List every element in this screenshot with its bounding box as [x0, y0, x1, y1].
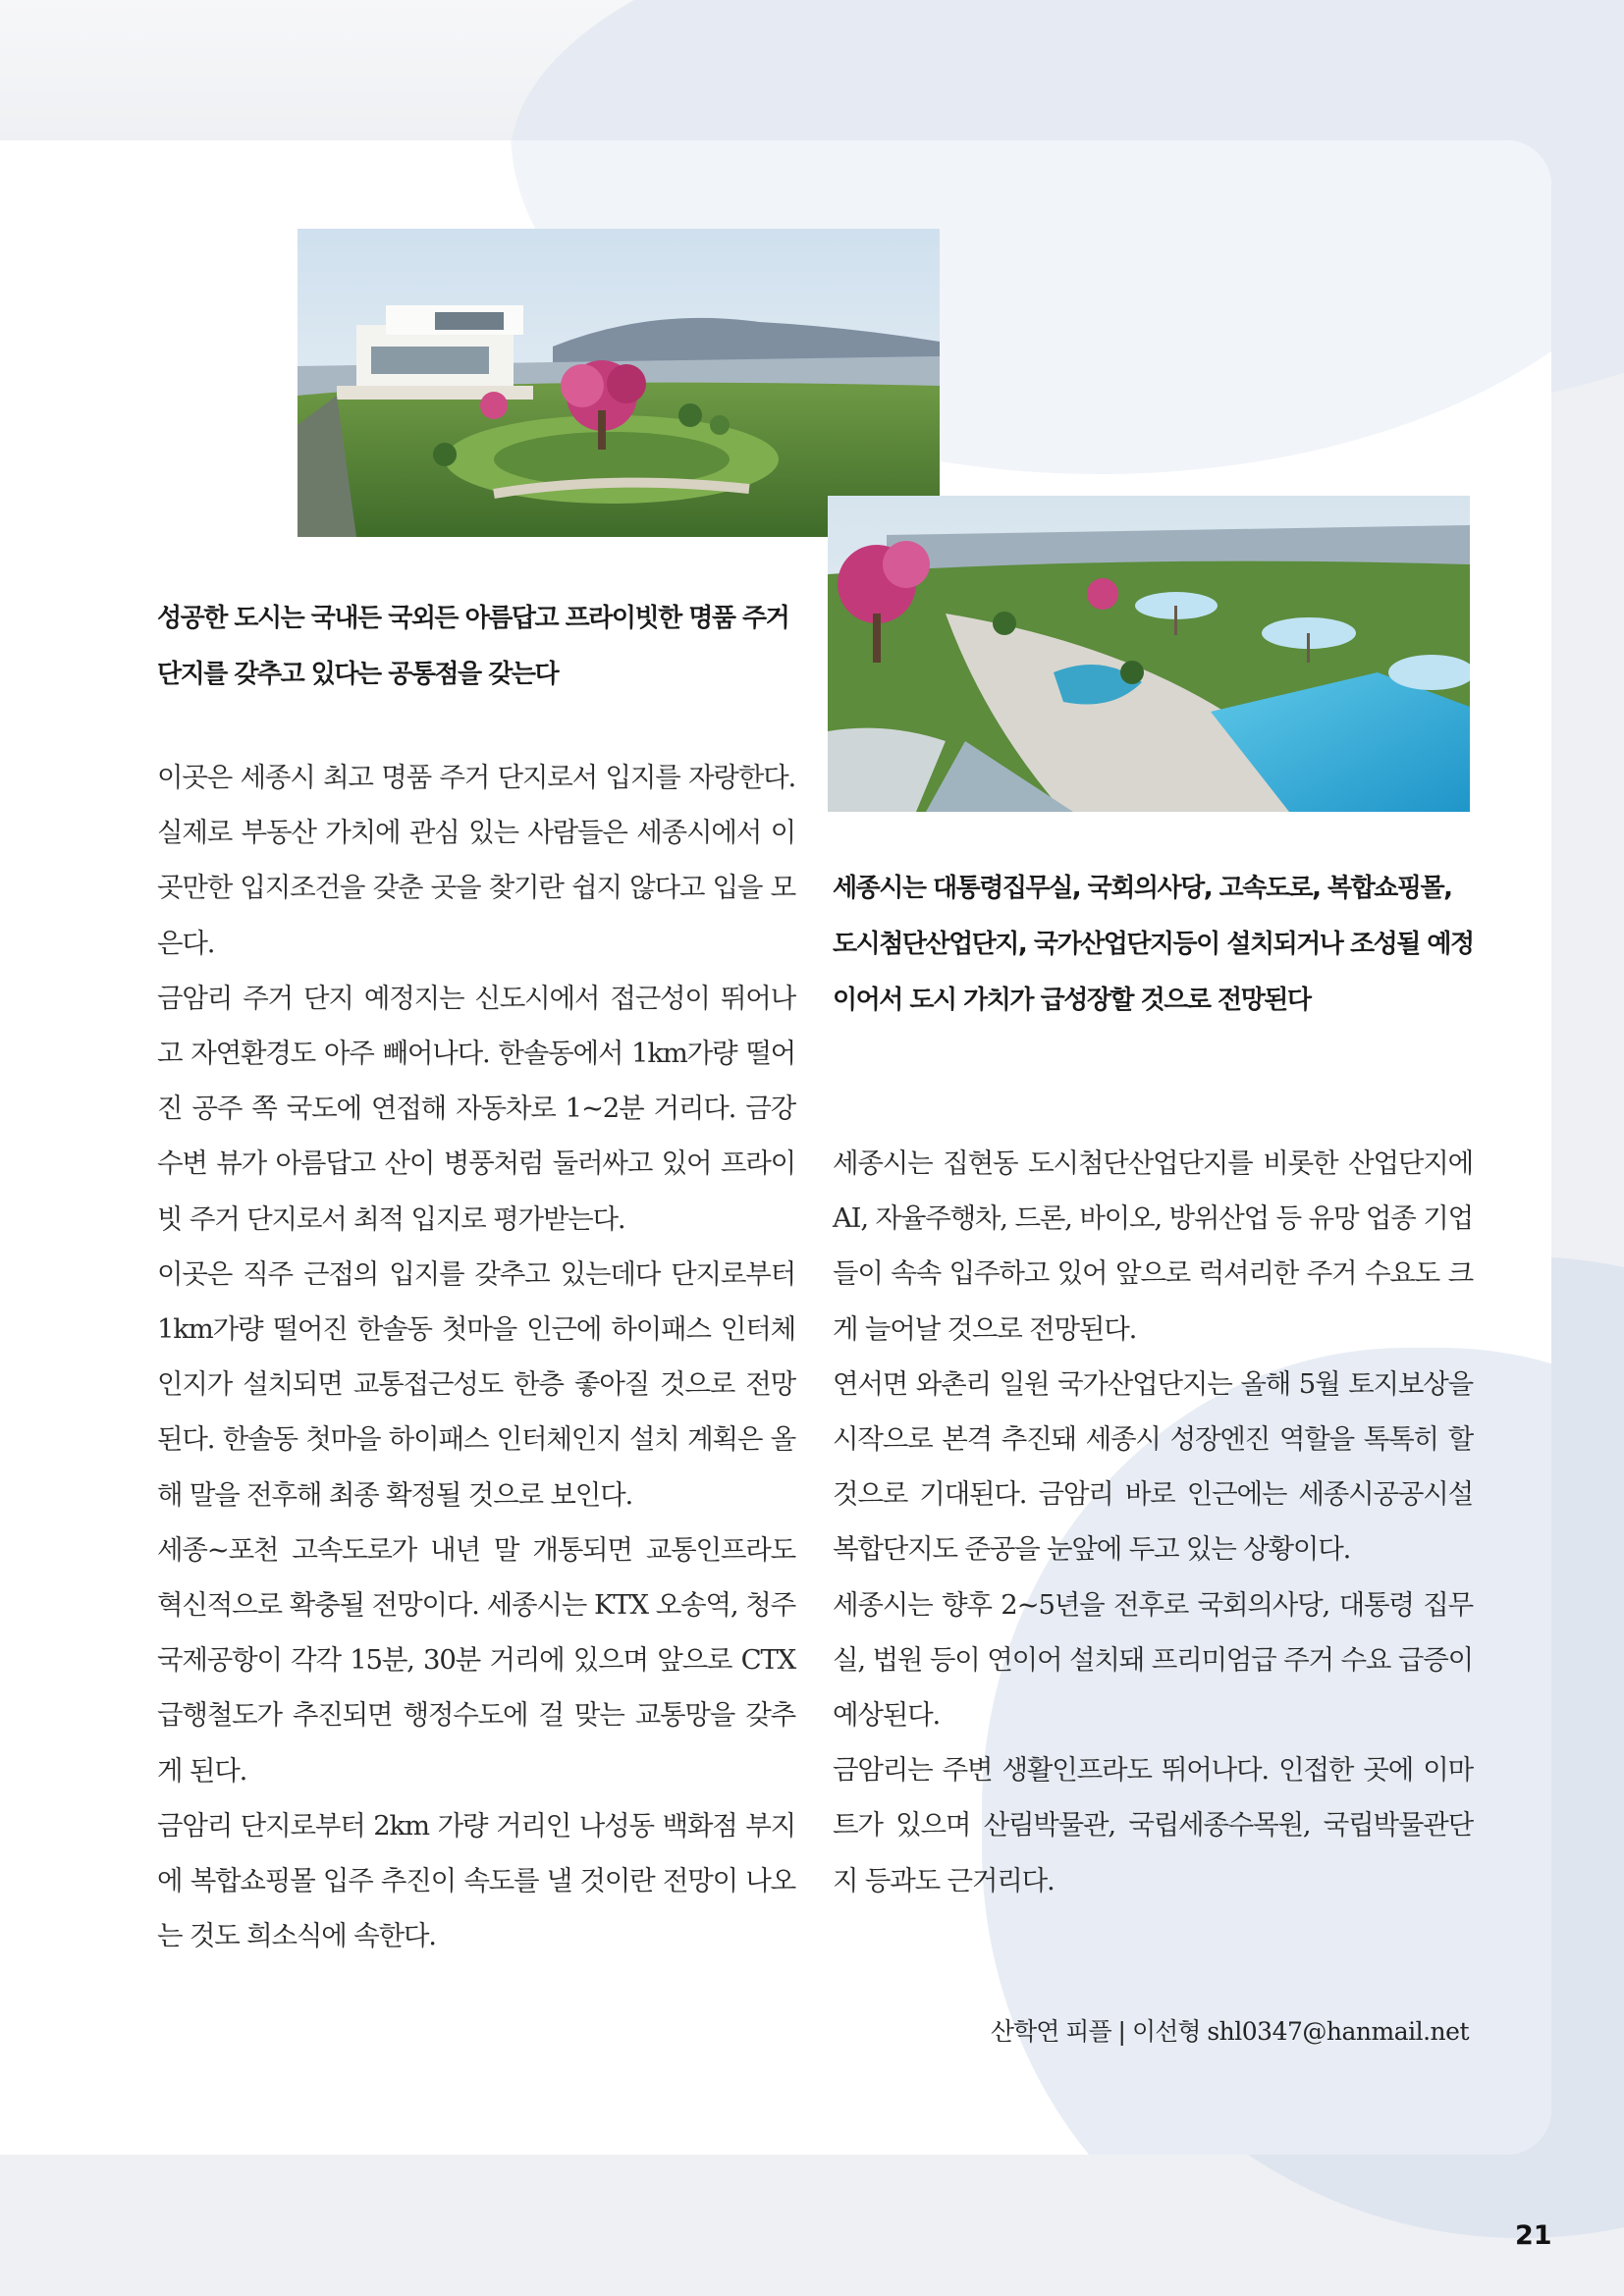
section-heading-right: 세종시는 대통령집무실, 국회의사당, 고속도로, 복합쇼핑몰, 도시첨단산업단지, 국가산업단지등이 설치되거나 조성될 예정이어서 도시 가치가 급성장할 것으로 전망된다	[833, 874, 1474, 1015]
pool-garden-rendering-photo	[828, 496, 1470, 812]
paragraph: 연서면 와촌리 일원 국가산업단지는 올해 5월 토지보상을 시작으로 본격 추진돼 세종시 성장엔진 역할을 톡톡히 할 것으로 기대된다. 금암리 바로 인근에는 세종시공공시설복합단지도 준공을 눈앞에 두고 있는 상황이다.	[833, 1367, 1473, 1566]
section-heading-left: 성공한 도시는 국내든 국외든 아름답고 프라이빗한 명품 주거 단지를 갖추고 있다는 공통점을 갖는다	[157, 604, 789, 689]
byline	[991, 2012, 1469, 2048]
paragraph: 이곳은 직주 근접의 입지를 갖추고 있는데다 단지로부터 1km가량 떨어진 한솔동 첫마을 인근에 하이패스 인터체인지가 설치되면 교통접근성도 한층 좋아질 것으로 전망된다. 한솔동 첫마을 하이패스 인터체인지 설치 계획은 올해 말을 전후해 최종 확정될 것으로 보인다.	[157, 1257, 795, 1511]
paragraph: 금암리는 주변 생활인프라도 뛰어나다. 인접한 곳에 이마트가 있으며 산림박물관, 국립세종수목원, 국립박물관단지 등과도 근거리다.	[833, 1754, 1473, 1896]
byline-org: 산학연 피플	[990, 2017, 1111, 2046]
byline-author: 이선형	[1131, 2017, 1201, 2046]
byline-email: shl0347@hanmail.net	[1207, 2017, 1469, 2046]
article-column-right	[833, 1136, 1473, 1908]
byline-separator: |	[1117, 2017, 1125, 2046]
paragraph: 세종~포천 고속도로가 내년 말 개통되면 교통인프라도 혁신적으로 확충될 전망이다. 세종시는 KTX 오송역, 청주국제공항이 각각 15분, 30분 거리에 있으며 앞으로 CTX 급행철도가 추진되면 행정수도에 걸 맞는 교통망을 갖추게 된다.	[157, 1533, 795, 1787]
paragraph: 이곳은 세종시 최고 명품 주거 단지로서 입지를 자랑한다. 실제로 부동산 가치에 관심 있는 사람들은 세종시에서 이곳만한 입지조건을 갖춘 곳을 찾기란 쉽지 않다고 입을 모은다.	[157, 762, 795, 959]
paragraph: 금암리 주거 단지 예정지는 신도시에서 접근성이 뛰어나고 자연환경도 아주 빼어나다. 한솔동에서 1km가량 떨어진 공주 쪽 국도에 연접해 자동차로 1~2분 거리다. 금강 수변 뷰가 아름답고 산이 병풍처럼 둘러싸고 있어 프라이빗 주거 단지로서 최적 입지로 평가받는다.	[157, 982, 795, 1235]
page-number: 21	[1515, 2220, 1552, 2251]
paragraph: 세종시는 향후 2~5년을 전후로 국회의사당, 대통령 집무실, 법원 등이 연이어 설치돼 프리미엄급 주거 수요 급증이 예상된다.	[833, 1588, 1473, 1732]
villa-rendering-photo	[298, 229, 940, 537]
article-column-left	[157, 750, 795, 1963]
paragraph: 세종시는 집현동 도시첨단산업단지를 비롯한 산업단지에 AI, 자율주행차, 드론, 바이오, 방위산업 등 유망 업종 기업들이 속속 입주하고 있어 앞으로 럭셔리한 주거 수요도 크게 늘어날 것으로 전망된다.	[833, 1148, 1473, 1345]
paragraph: 금암리 단지로부터 2km 가량 거리인 나성동 백화점 부지에 복합쇼핑몰 입주 추진이 속도를 낼 것이란 전망이 나오는 것도 희소식에 속한다.	[157, 1809, 795, 1952]
